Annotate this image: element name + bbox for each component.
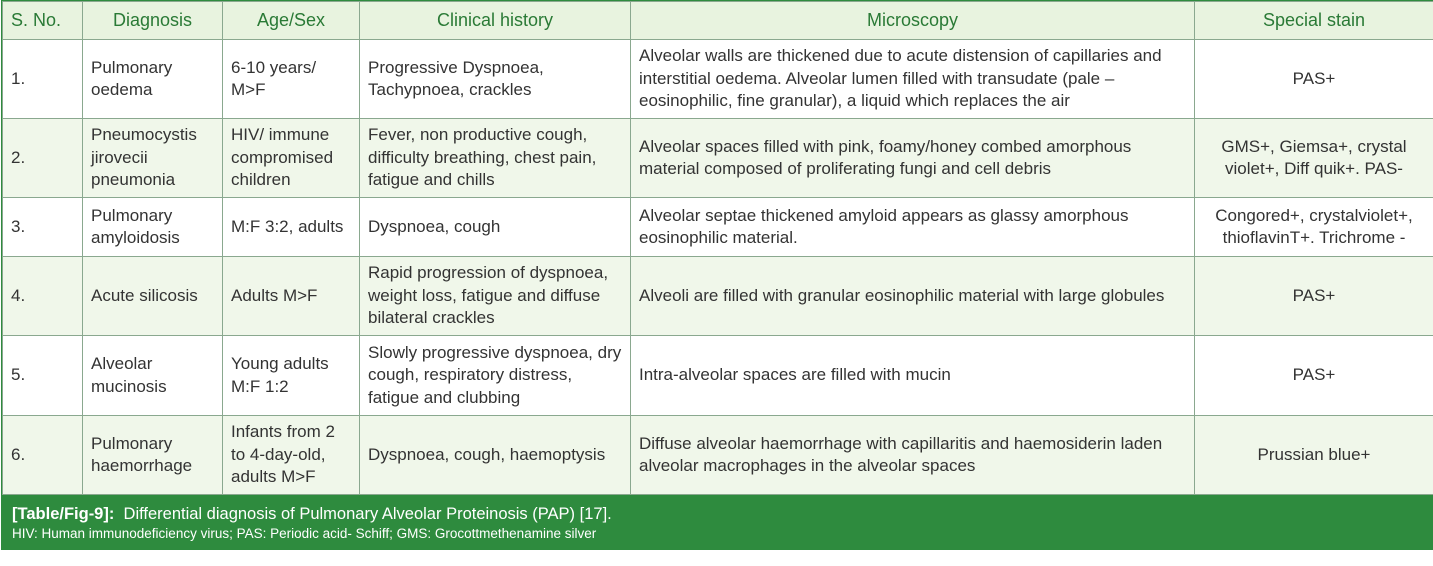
cell-age-sex: Young adults M:F 1:2 xyxy=(223,336,360,416)
table-header-row xyxy=(3,2,1433,40)
cell-diagnosis: Pulmonary haemorrhage xyxy=(83,416,223,495)
cell-microscopy: Alveoli are filled with granular eosinophilic material with large globules xyxy=(631,257,1195,336)
cell-history: Rapid progression of dyspnoea, weight loss, fatigue and diffuse bilateral crackles xyxy=(360,257,631,336)
header-special-stain: Special stain xyxy=(1195,2,1433,40)
cell-microscopy: Diffuse alveolar haemorrhage with capillaritis and haemosiderin laden alveolar macrophages in the alveolar spaces xyxy=(631,416,1195,495)
cell-diagnosis: Pulmonary oedema xyxy=(83,40,223,119)
cell-history: Dyspnoea, cough, haemoptysis xyxy=(360,416,631,495)
differential-diagnosis-table xyxy=(2,1,1433,495)
cell-history: Dyspnoea, cough xyxy=(360,198,631,257)
cell-history: Progressive Dyspnoea, Tachypnoea, crackles xyxy=(360,40,631,119)
cell-sno: 6. xyxy=(3,416,83,495)
header-diagnosis: Diagnosis xyxy=(83,2,223,40)
cell-history: Fever, non productive cough, difficulty breathing, chest pain, fatigue and chills xyxy=(360,119,631,198)
table-row xyxy=(3,198,1433,257)
caption-title xyxy=(12,503,1421,525)
cell-microscopy: Alveolar spaces filled with pink, foamy/honey combed amorphous material composed of proliferating fungi and cell debris xyxy=(631,119,1195,198)
cell-stain: PAS+ xyxy=(1195,257,1433,336)
cell-diagnosis: Pneumocystis jirovecii pneumonia xyxy=(83,119,223,198)
cell-sno: 2. xyxy=(3,119,83,198)
caption-label: [Table/Fig-9]: xyxy=(12,505,115,523)
cell-sno: 1. xyxy=(3,40,83,119)
cell-history: Slowly progressive dyspnoea, dry cough, respiratory distress, fatigue and clubbing xyxy=(360,336,631,416)
caption-text: Differential diagnosis of Pulmonary Alveolar Proteinosis (PAP) [17]. xyxy=(123,505,612,523)
cell-age-sex: 6-10 years/ M>F xyxy=(223,40,360,119)
table-row xyxy=(3,40,1433,119)
cell-sno: 4. xyxy=(3,257,83,336)
table-row xyxy=(3,257,1433,336)
cell-microscopy: Intra-alveolar spaces are filled with mucin xyxy=(631,336,1195,416)
header-clinical-history: Clinical history xyxy=(360,2,631,40)
cell-age-sex: Infants from 2 to 4-day-old, adults M>F xyxy=(223,416,360,495)
header-sno: S. No. xyxy=(3,2,83,40)
caption-abbreviations: HIV: Human immunodeficiency virus; PAS: Periodic acid- Schiff; GMS: Grocottmethenamine silver xyxy=(12,526,597,541)
cell-age-sex: Adults M>F xyxy=(223,257,360,336)
figure-caption xyxy=(2,495,1433,550)
cell-sno: 3. xyxy=(3,198,83,257)
table-row xyxy=(3,336,1433,416)
cell-age-sex: HIV/ immune compromised children xyxy=(223,119,360,198)
cell-stain: Prussian blue+ xyxy=(1195,416,1433,495)
header-age-sex: Age/Sex xyxy=(223,2,360,40)
figure-table xyxy=(1,0,1433,550)
table-row xyxy=(3,119,1433,198)
cell-diagnosis: Pulmonary amyloidosis xyxy=(83,198,223,257)
cell-diagnosis: Acute silicosis xyxy=(83,257,223,336)
cell-stain: PAS+ xyxy=(1195,40,1433,119)
cell-stain: Congored+, crystalviolet+, thioflavinT+. Trichrome - xyxy=(1195,198,1433,257)
cell-stain: PAS+ xyxy=(1195,336,1433,416)
header-microscopy: Microscopy xyxy=(631,2,1195,40)
cell-diagnosis: Alveolar mucinosis xyxy=(83,336,223,416)
cell-microscopy: Alveolar walls are thickened due to acute distension of capillaries and interstitial oedema. Alveolar lumen filled with transudate (pale – eosinophilic, fine granular), a liquid which replaces the air xyxy=(631,40,1195,119)
cell-stain: GMS+, Giemsa+, crystal violet+, Diff quik+. PAS- xyxy=(1195,119,1433,198)
table-row xyxy=(3,416,1433,495)
cell-microscopy: Alveolar septae thickened amyloid appears as glassy amorphous eosinophilic material. xyxy=(631,198,1195,257)
cell-age-sex: M:F 3:2, adults xyxy=(223,198,360,257)
cell-sno: 5. xyxy=(3,336,83,416)
